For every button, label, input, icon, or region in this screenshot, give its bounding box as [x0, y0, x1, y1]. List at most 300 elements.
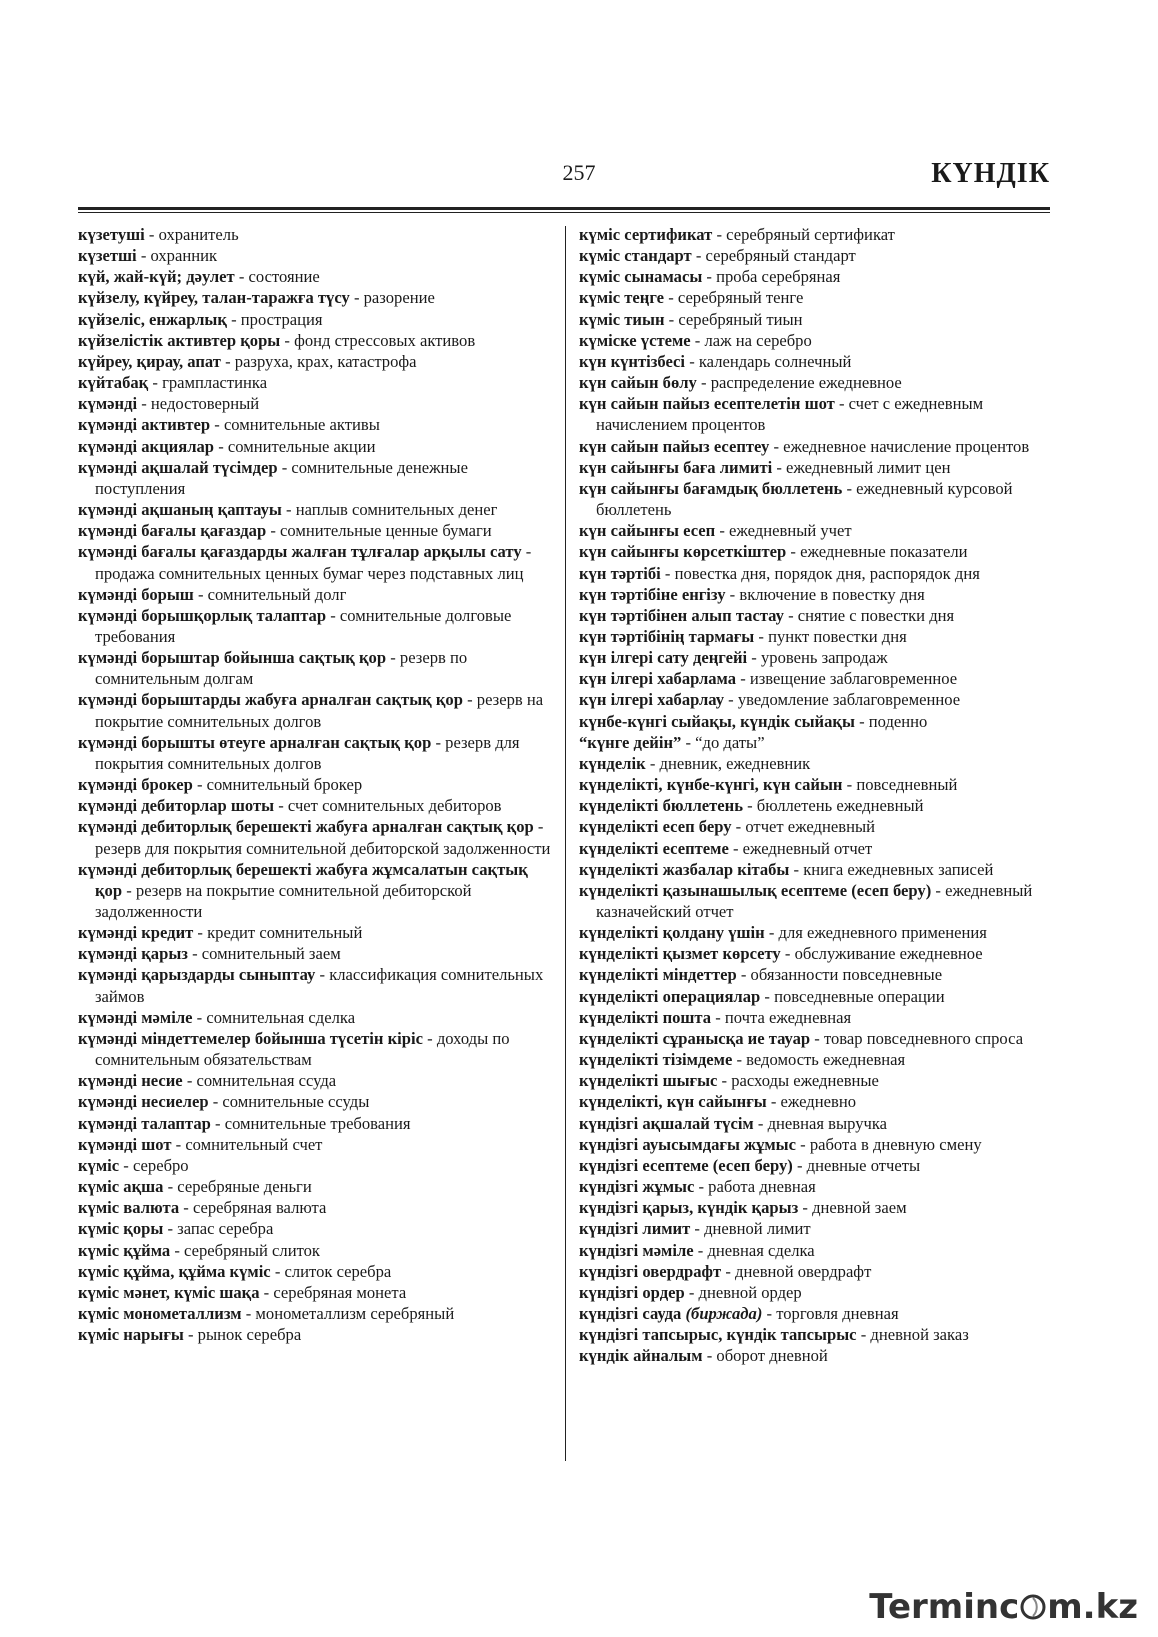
watermark-text-mid: erminc [887, 1587, 1020, 1627]
entry-separator: - [210, 415, 224, 435]
entry-definition: сомнительный брокер [206, 775, 363, 795]
dictionary-entry [579, 478, 1061, 520]
entry-separator: - [119, 1155, 133, 1175]
entry-term: күйзелу, күйреу, талан-таражға түсу [78, 288, 350, 308]
entry-separator: - [386, 648, 400, 668]
dictionary-entry [78, 1176, 554, 1197]
entry-term: күнделікті есеп беру [579, 817, 732, 837]
entry-definition: ежедневно [780, 1092, 857, 1112]
entry-definition: дневные отчеты [806, 1155, 921, 1175]
entry-separator: - [533, 817, 544, 837]
entry-separator: - [208, 1092, 223, 1112]
entry-term: күміс мәнет, күміс шақа [78, 1282, 260, 1302]
entry-term: күмәнді бағалы қағаздар [78, 521, 267, 541]
entry-term: күмәнді дебиторлық берешекті жабуға арналған сақтық қор [78, 817, 534, 837]
entry-separator: - [664, 309, 679, 329]
entry-separator: - [731, 817, 746, 837]
entry-definition: повседневные операции [774, 986, 945, 1006]
entry-separator: - [717, 1071, 732, 1091]
entry-definition: серебряный тенге [677, 288, 804, 308]
dictionary-entry [78, 499, 554, 520]
entry-definition: ежедневный лимит цен [786, 457, 951, 477]
entry-separator: - [326, 605, 340, 625]
left-column [78, 224, 554, 1345]
entry-definition: ведомость ежедневная [746, 1050, 906, 1070]
entry-separator: - [728, 838, 743, 858]
entry-term: күн сайынғы баға лимиті [579, 457, 773, 477]
entry-separator: - [170, 1240, 185, 1260]
entry-definition: пункт повестки дня [768, 626, 907, 646]
entry-definition: уровень запродаж [760, 648, 888, 668]
entry-definition: книга ежедневных записей [803, 859, 994, 879]
entry-definition: ежедневный учет [729, 521, 852, 541]
entry-definition: проба серебряная [716, 267, 841, 287]
dictionary-entry [78, 1134, 554, 1155]
entry-separator: - [214, 436, 228, 456]
dictionary-entry [78, 309, 554, 330]
entry-definition: грампластинка [162, 373, 268, 393]
entry-term: күмәнді несиелер [78, 1092, 209, 1112]
dictionary-entry [579, 689, 1061, 710]
entry-definition: охранитель [158, 225, 239, 244]
entry-term: күміс стандарт [579, 246, 692, 266]
entry-term: күнделікті, күнбе-күнгі, күн сайын [579, 775, 843, 795]
entry-separator: - [280, 330, 295, 350]
entry-definition: сомнительный счет [185, 1134, 323, 1154]
entry-separator: - [187, 944, 202, 964]
dictionary-entry [579, 1113, 1061, 1134]
entry-term: күмәнді қарыздарды сыныптау [78, 965, 316, 985]
entry-term: күндізгі қарыз, күндік қарыз [579, 1198, 799, 1218]
entry-separator: - [136, 246, 151, 266]
entry-separator: - [241, 1303, 256, 1323]
entry-term: күнбе-күнгі сыйақы, күндік сыйақы [579, 711, 855, 731]
dictionary-entry [579, 1070, 1061, 1091]
dictionary-entry [78, 1155, 554, 1176]
entry-term: күзетші [78, 246, 137, 266]
entry-definition: разруха, крах, катастрофа [234, 351, 417, 371]
dictionary-entry [78, 541, 554, 583]
entry-term: күн сайынғы көрсеткіштер [579, 542, 787, 562]
dictionary-entry [78, 1261, 554, 1282]
entry-term: күміске үстеме [579, 330, 691, 350]
entry-definition: календарь солнечный [698, 351, 852, 371]
entry-term: күн сайын бөлу [579, 373, 697, 393]
entry-definition: сомнительный долг [207, 584, 347, 604]
entry-definition: счет с ежедневным начислением процентов [596, 394, 984, 435]
entry-term: күмәнді мәміле [78, 1007, 193, 1027]
entry-term: күн тәртібінен алып тастау [579, 605, 784, 625]
globe-icon [1020, 1589, 1046, 1629]
entry-definition: сомнительный заем [201, 944, 341, 964]
entry-separator: - [431, 732, 446, 752]
entry-separator: - [193, 923, 208, 943]
entry-definition: монометаллизм серебряный [255, 1303, 455, 1323]
entry-separator: - [183, 1325, 198, 1345]
dictionary-entry [579, 457, 1061, 478]
entry-term: күміс ақша [78, 1177, 164, 1197]
dictionary-entry [78, 943, 554, 964]
right-column [579, 224, 1061, 1366]
entry-definition: классификация сомнительных займов [95, 965, 544, 1006]
entry-separator: - [163, 1219, 178, 1239]
entry-term: күнделікті операциялар [579, 986, 761, 1006]
entry-separator: - [711, 1007, 725, 1027]
entry-definition: повестка дня, порядок дня, распорядок дня [674, 563, 980, 583]
entry-term: күмәнді ақшаның қаптауы [78, 500, 282, 520]
entry-separator: - [736, 669, 750, 689]
entry-term: күмәнді талаптар [78, 1113, 211, 1133]
dictionary-entry [579, 859, 1061, 880]
entry-separator: - [163, 1177, 178, 1197]
running-head: КҮНДІК [931, 158, 1050, 189]
entry-definition: серебряный слиток [184, 1240, 320, 1260]
dictionary-entry [78, 647, 554, 689]
entry-separator: - [762, 1303, 777, 1323]
dictionary-entry [579, 1134, 1061, 1155]
entry-separator: - [766, 1092, 781, 1112]
dictionary-entry [579, 584, 1061, 605]
dictionary-entry [579, 774, 1061, 795]
dictionary-entry [579, 880, 1061, 922]
entry-separator: - [691, 246, 706, 266]
entry-definition: отчет ежедневный [745, 817, 875, 837]
dictionary-entry [78, 266, 554, 287]
entry-term: күндізгі есептеме (есеп беру) [579, 1155, 793, 1175]
entry-definition: разорение [363, 288, 435, 308]
entry-term: күнделікті қазынашылық есептеме (есеп беру) [579, 880, 932, 900]
entry-definition: дневная выручка [767, 1113, 888, 1133]
entry-term: күзетуші [78, 225, 145, 244]
dictionary-entry [579, 1091, 1061, 1112]
dictionary-entry [579, 1345, 1061, 1366]
dictionary-entry [579, 1324, 1061, 1345]
entry-term: күндізгі ақшалай түсім [579, 1113, 754, 1133]
entry-term: күйзелістік активтер қоры [78, 330, 281, 350]
entry-definition: обязанности повседневные [750, 965, 943, 985]
dictionary-entry [579, 964, 1061, 985]
entry-definition: охранник [150, 246, 218, 266]
column-divider [565, 226, 566, 1461]
entry-separator: - [645, 753, 660, 773]
entry-definition: расходы ежедневные [731, 1071, 879, 1091]
dictionary-entry [579, 732, 1061, 753]
entry-term: күндізгі овердрафт [579, 1261, 722, 1281]
entry-term: күмәнді борыштарды жабуға арналған сақтық қор [78, 690, 463, 710]
dictionary-entry [579, 816, 1061, 837]
header-rule-thin [78, 212, 1050, 213]
entry-definition: работа в дневную смену [809, 1134, 982, 1154]
entry-separator: - [725, 584, 740, 604]
entry-separator: - [137, 394, 151, 414]
entry-definition: сомнительные требования [224, 1113, 411, 1133]
dictionary-entry [78, 351, 554, 372]
entry-definition: сомнительные активы [223, 415, 380, 435]
entry-separator: - [732, 1050, 747, 1070]
entry-term: күнделікті шығыс [579, 1071, 718, 1091]
entry-definition: сомнительная сделка [206, 1007, 356, 1027]
dictionary-entry [579, 647, 1061, 668]
dictionary-entry [78, 1091, 554, 1112]
entry-definition: дневной лимит [704, 1219, 811, 1239]
dictionary-entry [579, 1261, 1061, 1282]
entry-term: күй, жай-күй; дәулет [78, 267, 235, 287]
entry-separator: - [423, 1028, 437, 1048]
entry-definition: ежедневные показатели [800, 542, 968, 562]
entry-separator: - [712, 225, 727, 244]
dictionary-entry [78, 287, 554, 308]
entry-definition: рынок серебра [197, 1325, 302, 1345]
entry-separator: - [702, 267, 717, 287]
entry-separator: - [764, 923, 779, 943]
dictionary-entry [579, 943, 1061, 964]
entry-definition: слиток серебра [284, 1261, 392, 1281]
entry-separator: - [792, 1155, 807, 1175]
dictionary-entry [579, 266, 1061, 287]
dictionary-entry [579, 541, 1061, 562]
entry-term: күнделікті, күн сайынғы [579, 1092, 767, 1112]
entry-separator: - [226, 309, 241, 329]
entry-definition: серебряный стандарт [705, 246, 856, 266]
dictionary-entry [579, 224, 1061, 245]
entry-definition: сомнительные акции [227, 436, 376, 456]
dictionary-entry [78, 1240, 554, 1261]
entry-separator: - [693, 1240, 708, 1260]
entry-separator: - [220, 351, 235, 371]
entry-separator: - [742, 796, 757, 816]
entry-definition: ежедневный казначейский отчет [596, 880, 1033, 921]
entry-term: күмәнді борыштар бойынша сақтық қор [78, 648, 387, 668]
entry-separator: - [796, 1134, 810, 1154]
entry-definition: состояние [248, 267, 320, 287]
dictionary-entry [78, 732, 554, 774]
entry-term: күнделікті қолдану үшін [579, 923, 765, 943]
entry-term: күмәнді борыш [78, 584, 194, 604]
dictionary-entry [78, 393, 554, 414]
entry-definition: сомнительные денежные поступления [95, 457, 468, 498]
entry-term: күндізгі ордер [579, 1282, 685, 1302]
entry-separator: - [274, 796, 288, 816]
entry-definition: дневной ордер [698, 1282, 802, 1302]
entry-definition: ежедневный курсовой бюллетень [596, 478, 1013, 520]
entry-definition: прострация [240, 309, 323, 329]
dictionary-entry [78, 1070, 554, 1091]
header-rule-thick [78, 207, 1050, 210]
entry-term: күміс құйма [78, 1240, 171, 1260]
entry-definition: доходы по сомнительным обязательствам [95, 1028, 510, 1070]
dictionary-entry [78, 1324, 554, 1345]
entry-term: күндізгі жұмыс [579, 1177, 695, 1197]
entry-definition: дневной овердрафт [735, 1261, 872, 1281]
entry-term: күмәнді борышты өтеуге арналған сақтық қор [78, 732, 432, 752]
dictionary-entry [579, 351, 1061, 372]
entry-definition: ежедневный отчет [742, 838, 873, 858]
entry-definition: счет сомнительных дебиторов [287, 796, 502, 816]
dictionary-entry [579, 1282, 1061, 1303]
entry-term-note: (биржада) [685, 1303, 763, 1323]
entry-separator: - [179, 1198, 193, 1218]
entry-term: күндізгі сауда [579, 1303, 682, 1323]
entry-separator: - [854, 711, 869, 731]
dictionary-entry [78, 1113, 554, 1134]
dictionary-entry [579, 287, 1061, 308]
entry-separator: - [122, 880, 136, 900]
entry-definition: резерв по сомнительным долгам [95, 648, 468, 689]
dictionary-entry [78, 1028, 554, 1070]
entry-term: күнделікті тізімдеме [579, 1050, 733, 1070]
dictionary-entry [579, 795, 1061, 816]
entry-separator: - [842, 478, 857, 498]
entry-term: күйтабақ [78, 373, 149, 393]
entry-term: күмәнді борышқорлық талаптар [78, 605, 327, 625]
entry-definition: резерв на покрытие сомнительной дебиторской задолженности [95, 880, 472, 921]
entry-definition: снятие с повестки дня [797, 605, 955, 625]
dictionary-entry [579, 1028, 1061, 1049]
dictionary-entry [78, 245, 554, 266]
entry-term: күнделік [579, 753, 646, 773]
entry-definition: сомнительные ссуды [222, 1092, 370, 1112]
entry-separator: - [856, 1325, 871, 1345]
entry-separator: - [277, 457, 292, 477]
dictionary-entry [579, 1176, 1061, 1197]
entry-definition: серебряный сертификат [726, 225, 895, 244]
entry-separator: - [760, 986, 775, 1006]
entry-definition: дневной заем [812, 1198, 907, 1218]
entry-separator: - [753, 1113, 768, 1133]
entry-definition: для ежедневного применения [778, 923, 987, 943]
entry-separator: - [842, 775, 857, 795]
entry-term: күмәнді [78, 394, 138, 414]
dictionary-entry [78, 922, 554, 943]
entry-term: күмәнді кредит [78, 923, 194, 943]
entry-separator: - [266, 521, 281, 541]
entry-term: күнделікті қызмет көрсету [579, 944, 781, 964]
dictionary-entry [579, 605, 1061, 626]
entry-separator: - [681, 732, 696, 752]
entry-term: күміс қоры [78, 1219, 164, 1239]
dictionary-entry [579, 520, 1061, 541]
entry-separator: - [786, 542, 801, 562]
entry-separator: - [780, 944, 795, 964]
entry-separator: - [810, 1028, 824, 1048]
entry-definition: распределение ежедневное [710, 373, 902, 393]
entry-term: күнделікті сұранысқа ие тауар [579, 1028, 811, 1048]
dictionary-entry [78, 372, 554, 393]
dictionary-entry [579, 309, 1061, 330]
entry-separator: - [148, 373, 163, 393]
entry-definition: оборот дневной [716, 1346, 828, 1366]
entry-term: күнделікті бюллетень [579, 796, 743, 816]
entry-separator: - [769, 436, 784, 456]
entry-separator: - [660, 563, 675, 583]
entry-term: күн сайынғы есеп [579, 521, 716, 541]
entry-definition: сомнительные ценные бумаги [280, 521, 492, 541]
dictionary-entry [579, 372, 1061, 393]
entry-definition: сомнительные долговые требования [95, 605, 512, 646]
entry-term: күн сайынғы бағамдық бюллетень [579, 478, 843, 498]
entry-separator: - [724, 690, 738, 710]
dictionary-entry [579, 1303, 1061, 1324]
entry-term: күміс нарығы [78, 1325, 184, 1345]
dictionary-entry [78, 1282, 554, 1303]
entry-definition: включение в повестку дня [739, 584, 925, 604]
entry-term: күміс валюта [78, 1198, 180, 1218]
entry-definition: серебряный тиын [678, 309, 803, 329]
entry-definition: сомнительная ссуда [196, 1071, 337, 1091]
entry-term: күмәнді активтер [78, 415, 211, 435]
entry-term: күміс сертификат [579, 225, 713, 244]
dictionary-entry [78, 457, 554, 499]
entry-separator: - [270, 1261, 285, 1281]
entry-separator: - [349, 288, 364, 308]
entry-definition: “до даты” [695, 732, 765, 752]
entry-term: күндізгі тапсырыс, күндік тапсырыс [579, 1325, 857, 1345]
entry-separator: - [684, 1282, 699, 1302]
entry-definition: работа дневная [708, 1177, 816, 1197]
watermark-text-start: T [869, 1587, 888, 1627]
entry-definition: почта ежедневная [724, 1007, 852, 1027]
entry-definition: товар повседневного спроса [823, 1028, 1024, 1048]
entry-term: күміс теңге [579, 288, 665, 308]
entry-definition: торговля дневная [776, 1303, 899, 1323]
entry-term: күндізгі ауысымдағы жұмыс [579, 1134, 796, 1154]
entry-separator: - [798, 1198, 813, 1218]
entry-separator: - [315, 965, 330, 985]
entry-separator: - [685, 351, 699, 371]
entry-separator: - [182, 1071, 197, 1091]
dictionary-entry [78, 1218, 554, 1239]
entry-definition: серебряная валюта [192, 1198, 327, 1218]
entry-term: күн сайын пайыз есептелетін шот [579, 394, 835, 414]
entry-definition: поденно [868, 711, 928, 731]
entry-term: күндік айналым [579, 1346, 703, 1366]
dictionary-entry [579, 1007, 1061, 1028]
entry-definition: дневная сделка [707, 1240, 815, 1260]
entry-separator: - [259, 1282, 274, 1302]
entry-term: күмәнді міндеттемелер бойынша түсетін кіріс [78, 1028, 423, 1048]
dictionary-entry [579, 668, 1061, 689]
entry-definition: продажа сомнительных ценных бумаг через подставных лиц [95, 563, 524, 583]
dictionary-entry [78, 224, 554, 245]
entry-separator: - [193, 584, 208, 604]
entry-separator: - [747, 648, 761, 668]
dictionary-entry [78, 859, 554, 922]
entry-definition: кредит сомнительный [207, 923, 363, 943]
entry-separator: - [234, 267, 249, 287]
entry-definition: дневной заказ [870, 1325, 969, 1345]
dictionary-entry [78, 1007, 554, 1028]
entry-definition: резерв для покрытия сомнительных долгов [95, 732, 520, 773]
dictionary-entry [78, 816, 554, 858]
dictionary-entry [78, 964, 554, 1006]
entry-definition: лаж на серебро [704, 330, 812, 350]
entry-separator: - [783, 605, 798, 625]
entry-separator: - [192, 1007, 207, 1027]
entry-separator: - [690, 1219, 705, 1239]
entry-separator: - [834, 394, 849, 414]
entry-definition: резерв для покрытия сомнительной дебиторской задолженности [95, 838, 551, 858]
dictionary-entry [579, 838, 1061, 859]
dictionary-entry [579, 436, 1061, 457]
entry-term: күмәнді брокер [78, 775, 193, 795]
dictionary-entry [579, 922, 1061, 943]
entry-term: күміс монометаллизм [78, 1303, 242, 1323]
entry-definition: уведомление заблаговременное [737, 690, 961, 710]
dictionary-entry [579, 330, 1061, 351]
entry-separator: - [462, 690, 477, 710]
entry-separator: - [690, 330, 705, 350]
entry-separator: - [721, 1261, 735, 1281]
